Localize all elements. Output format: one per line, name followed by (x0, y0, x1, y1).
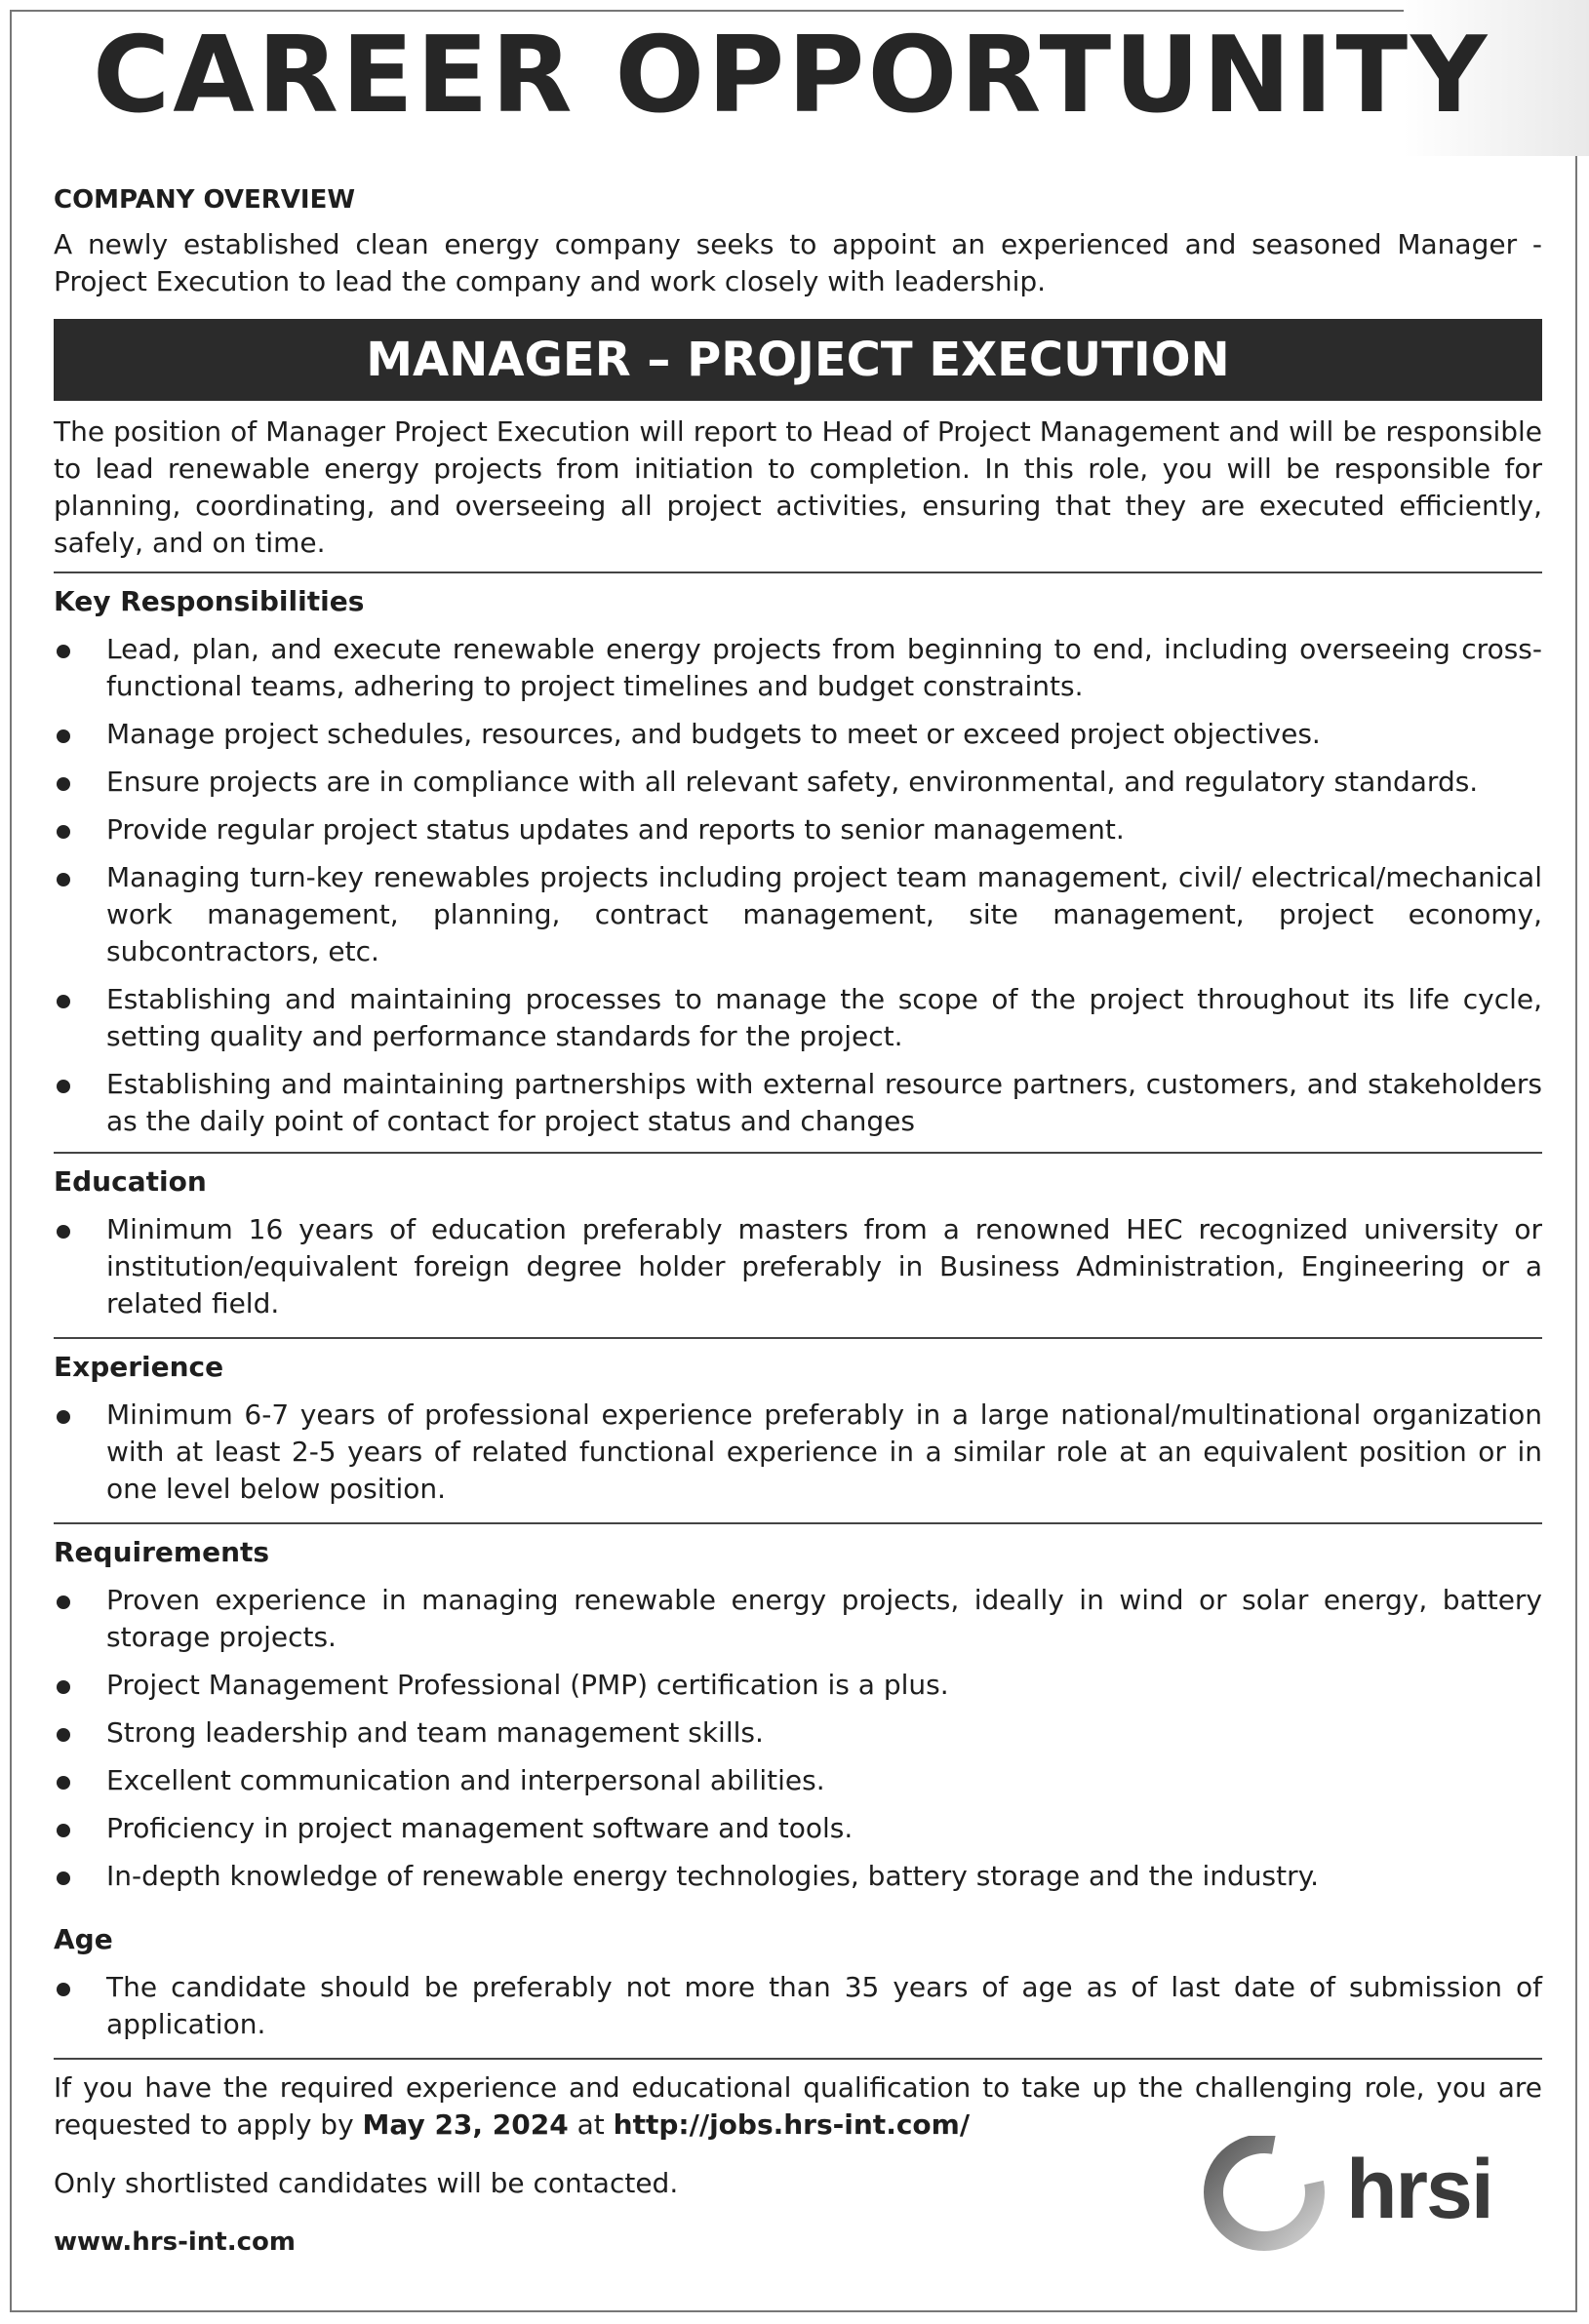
bullet-icon (57, 1983, 70, 1996)
bullet-icon (57, 1225, 70, 1239)
divider (54, 1337, 1542, 1339)
bullet-icon (57, 1080, 70, 1093)
bullet-icon (57, 1728, 70, 1742)
bullet-icon (57, 729, 70, 743)
education-list (54, 1211, 1542, 1322)
list-item: Ensure projects are in compliance with all relevant safety, environmental, and regulatory standards. (54, 764, 1542, 801)
responsibilities-label: Key Responsibilities (54, 585, 365, 617)
divider (54, 1522, 1542, 1524)
list-item: Proven experience in managing renewable energy projects, ideally in wind or solar energy, battery storage projects. (54, 1582, 1542, 1656)
bullet-icon (57, 873, 70, 886)
list-item: Establishing and maintaining processes to manage the scope of the project throughout its life cycle, setting quality and performance standards for the project. (54, 981, 1542, 1055)
experience-list (54, 1397, 1542, 1508)
bullet-icon (57, 645, 70, 658)
responsibilities-section (54, 585, 1542, 1140)
bullet-icon (57, 1410, 70, 1424)
apply-link[interactable]: http://jobs.hrs-int.com/ (613, 2108, 971, 2141)
bullet-icon (57, 1871, 70, 1885)
position-title: MANAGER – PROJECT EXECUTION (54, 319, 1542, 401)
list-item: Provide regular project status updates and reports to senior management. (54, 811, 1542, 848)
requirements-label: Requirements (54, 1536, 270, 1568)
age-list (54, 1969, 1542, 2043)
divider (54, 2058, 1542, 2060)
responsibilities-list (54, 631, 1542, 1140)
list-item: The candidate should be preferably not more than 35 years of age as of last date of submission of application. (54, 1969, 1542, 2043)
list-item: Manage project schedules, resources, and budgets to meet or exceed project objectives. (54, 716, 1542, 753)
apply-deadline: May 23, 2024 (362, 2108, 569, 2141)
apply-text: If you have the required experience and educational qualification to take up the challenging role, you are requested to apply by May 23, 2024 at http://jobs.hrs-int.com/ (54, 2071, 1542, 2141)
shortlist-note: Only shortlisted candidates will be contacted. (54, 2167, 679, 2199)
list-item: Minimum 6-7 years of professional experience preferably in a large national/multinational organization with at least 2-5 years of related functional experience in a similar role at an equivalent position or in one level below position. (54, 1397, 1542, 1508)
overview-text: A newly established clean energy company seeks to appoint an experienced and seasoned Manager - Project Execution to lead the company and work closely with leadership. (54, 228, 1542, 297)
education-label: Education (54, 1165, 207, 1198)
list-item: Managing turn-key renewables projects including project team management, civil/ electrical/mechanical work management, planning, contract management, site management, project economy, subcontractors, etc. (54, 859, 1542, 970)
experience-label: Experience (54, 1351, 224, 1383)
position-intro (54, 414, 1542, 562)
list-item: In-depth knowledge of renewable energy technologies, battery storage and the industry. (54, 1858, 1542, 1895)
requirements-section (54, 1536, 1542, 1895)
list-item: Establishing and maintaining partnerships with external resource partners, customers, and stakeholders as the daily point of contact for project status and changes (54, 1066, 1542, 1140)
bullet-icon (57, 1680, 70, 1694)
bullet-icon (57, 1776, 70, 1790)
logo-wordmark: hrsi (1346, 2143, 1492, 2236)
website-link[interactable]: www.hrs-int.com (54, 2227, 296, 2257)
education-section (54, 1165, 1542, 1322)
list-item: Project Management Professional (PMP) certification is a plus. (54, 1667, 1542, 1704)
bullet-icon (57, 995, 70, 1008)
divider (54, 571, 1542, 573)
bullet-icon (57, 1824, 70, 1837)
bullet-icon (57, 1595, 70, 1609)
divider (54, 1152, 1542, 1154)
list-item: Excellent communication and interpersonal abilities. (54, 1762, 1542, 1799)
bullet-icon (57, 777, 70, 791)
experience-section (54, 1351, 1542, 1508)
list-item: Proficiency in project management software and tools. (54, 1810, 1542, 1847)
age-label: Age (54, 1923, 113, 1955)
requirements-list (54, 1582, 1542, 1895)
position-banner (54, 319, 1542, 401)
company-overview (54, 185, 1542, 300)
list-item: Minimum 16 years of education preferably masters from a renowned HEC recognized university or institution/equivalent foreign degree holder preferably in Business Administration, Engineering or a related field. (54, 1211, 1542, 1322)
bullet-icon (57, 825, 70, 839)
position-intro-text: The position of Manager Project Execution will report to Head of Project Management and will be responsible to lead renewable energy projects from initiation to completion. In this role, you will be responsible for planning, coordinating, and overseeing all project activities, ensuring that they are executed efficiently, safely, and on time. (54, 415, 1542, 559)
age-section (54, 1923, 1542, 2043)
page-title: CAREER OPPORTUNITY (93, 15, 1490, 137)
list-item: Lead, plan, and execute renewable energy projects from beginning to end, including overseeing cross-functional teams, adhering to project timelines and budget constraints. (54, 631, 1542, 705)
overview-label: COMPANY OVERVIEW (54, 185, 356, 215)
list-item: Strong leadership and team management skills. (54, 1714, 1542, 1752)
